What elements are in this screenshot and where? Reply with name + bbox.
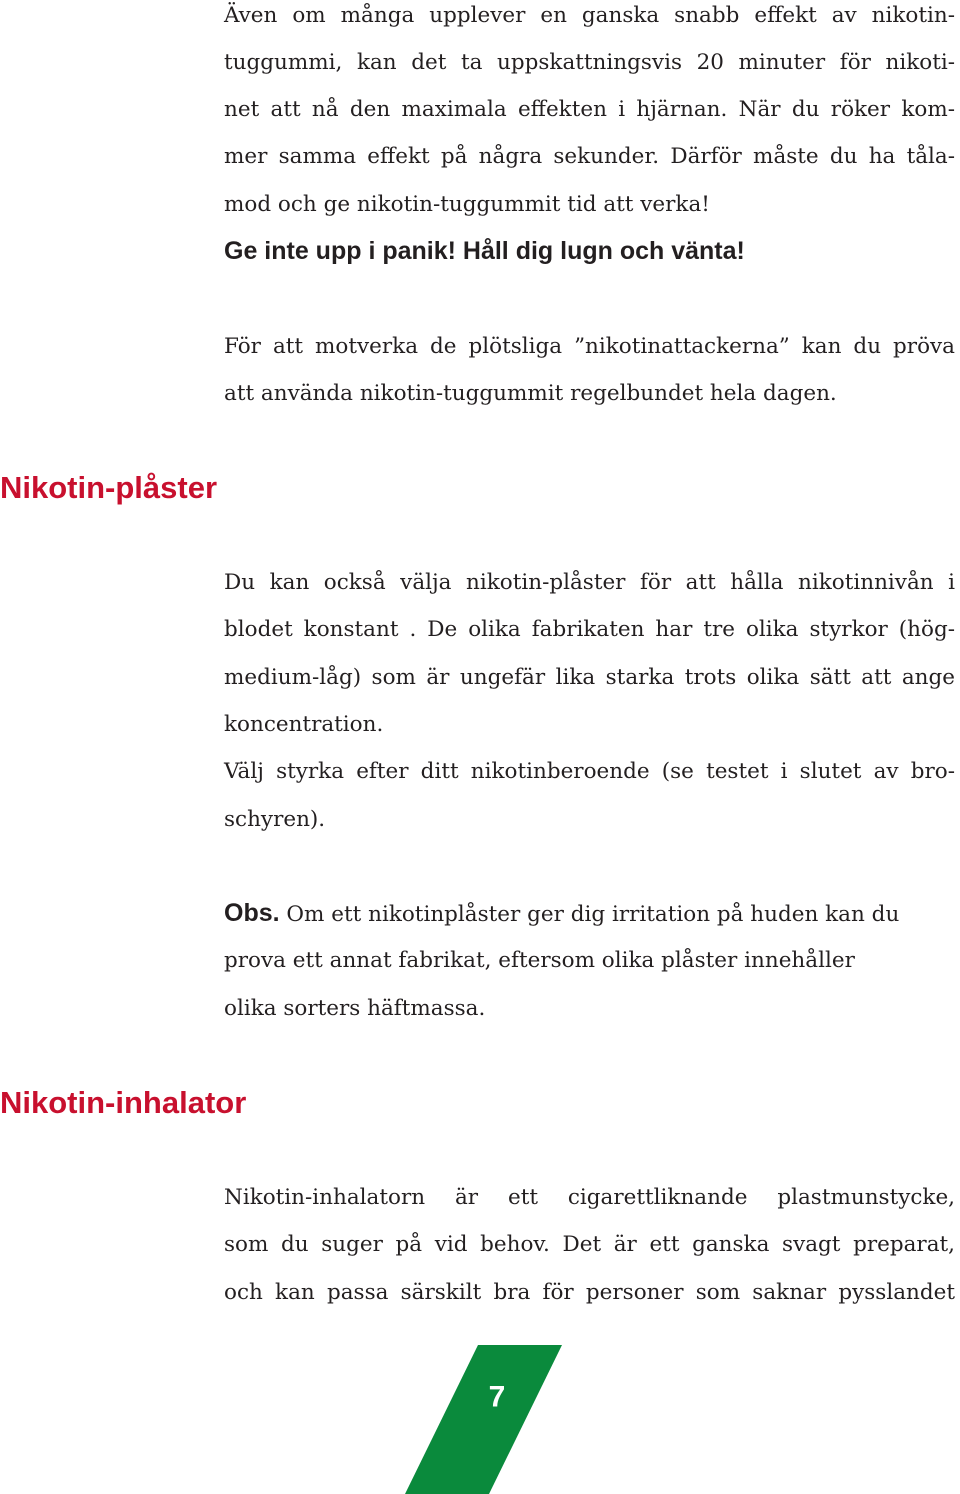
- intro-paragraph: [0, 0, 960, 275]
- body-line: mer samma effekt på några sekunder. Därför måste du ha tåla-: [224, 144, 955, 170]
- body-line: som du suger på vid behov. Det är ett ganska svagt preparat,: [224, 1232, 955, 1258]
- body-line: För att motverka de plötsliga ”nikotinattackerna” kan du pröva: [224, 333, 955, 359]
- body-line: schyren).: [224, 806, 326, 832]
- body-line: blodet konstant . De olika fabrikaten har tre olika styrkor (hög-: [224, 617, 955, 643]
- note-line: [224, 890, 955, 937]
- paragraph-gap: [0, 843, 960, 890]
- inhalator-paragraph: [0, 1174, 960, 1316]
- body-line: medium-låg) som är ungefär lika starka trots olika sätt att ange: [224, 664, 955, 690]
- body-line: Nikotin-inhalatorn är ett cigarettliknande plastmunstycke,: [224, 1184, 955, 1210]
- body-line: mod och ge nikotin-tuggummit tid att verka!: [224, 191, 710, 217]
- note-text: Om ett nikotinplåster ger dig irritation på huden kan du: [286, 902, 900, 928]
- paragraph-gap: [0, 275, 960, 322]
- body-line: och kan passa särskilt bra för personer som saknar pysslandet: [224, 1279, 955, 1305]
- green-stripe: [405, 1345, 562, 1494]
- obs-note: [0, 890, 960, 1032]
- paragraph-gap: [0, 1127, 960, 1174]
- paragraph-gap: [0, 417, 960, 464]
- body-line: Välj styrka efter ditt nikotinberoende (se testet i slutet av bro-: [224, 759, 955, 785]
- paragraph-gap: [0, 1032, 960, 1079]
- emphasis-line: Ge inte upp i panik! Håll dig lugn och vänta!: [224, 236, 745, 265]
- tip-paragraph: [0, 323, 960, 418]
- body-line: att använda nikotin-tuggummit regelbundet hela dagen.: [224, 380, 837, 406]
- section-heading-inhalator: Nikotin-inhalator: [0, 1085, 247, 1121]
- body-line: Även om många upplever en ganska snabb effekt av nikotin-: [224, 2, 955, 28]
- page-number-badge: [400, 1340, 570, 1494]
- obs-label: Obs.: [224, 899, 280, 928]
- note-line: olika sorters häftmassa.: [224, 995, 486, 1021]
- section-heading-plaster: Nikotin-plåster: [0, 470, 218, 506]
- plaster-paragraph: [0, 559, 960, 843]
- body-line: Du kan också välja nikotin-plåster för att hålla nikotinnivån i: [224, 570, 955, 596]
- note-line: prova ett annat fabrikat, eftersom olika plåster innehåller: [224, 948, 855, 974]
- page-number: 7: [488, 1380, 506, 1414]
- paragraph-gap: [0, 512, 960, 559]
- body-line: tuggummi, kan det ta uppskattningsvis 20 minuter för nikoti-: [224, 49, 955, 75]
- body-line: net att nå den maximala effekten i hjärnan. När du röker kom-: [224, 97, 955, 123]
- body-line: koncentration.: [224, 711, 384, 737]
